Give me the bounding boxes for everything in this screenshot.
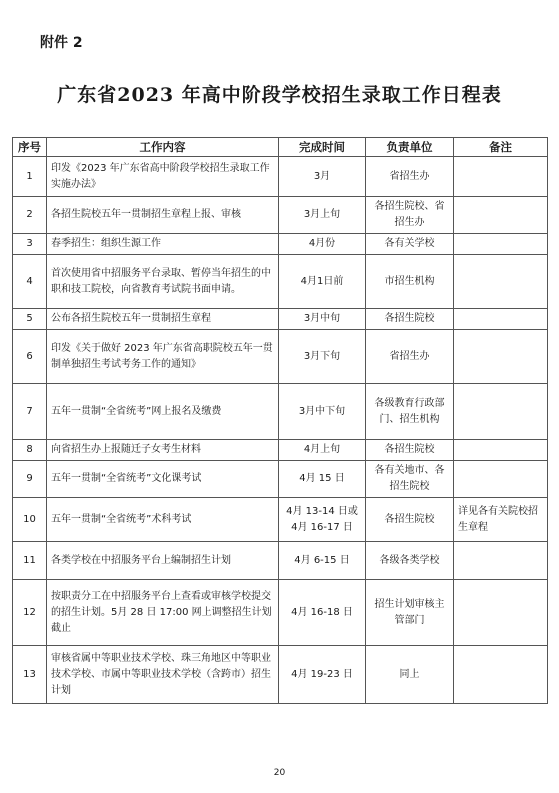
completion-time: 3月上旬 (279, 197, 366, 234)
work-content: 春季招生：组织生源工作 (47, 234, 279, 255)
work-content: 印发《关于做好 2023 年广东省高职院校五年一贯制单独招生考试考务工作的通知》 (47, 330, 279, 384)
table-row (13, 384, 548, 440)
completion-time: 4月 13-14 日或 4月 16-17 日 (279, 498, 366, 542)
table-row (13, 498, 548, 542)
completion-time: 4月 19-23 日 (279, 646, 366, 704)
table-row (13, 309, 548, 330)
column-header-note: 备注 (454, 138, 548, 157)
completion-time: 4月 16-18 日 (279, 580, 366, 646)
completion-time: 3月 (279, 157, 366, 197)
row-number: 12 (13, 580, 47, 646)
work-content: 五年一贯制“全省统考”文化课考试 (47, 461, 279, 498)
completion-time: 4月份 (279, 234, 366, 255)
responsible-unit: 市招生机构 (366, 255, 454, 309)
work-content: 按职责分工在中招服务平台上查看或审核学校提交的招生计划。5月 28 日 17:00 网上调整招生计划截止 (47, 580, 279, 646)
responsible-unit: 各级各类学校 (366, 542, 454, 580)
column-header-unit: 负责单位 (366, 138, 454, 157)
table-row (13, 255, 548, 309)
table-row (13, 580, 548, 646)
work-content: 首次使用省中招服务平台录取、暂停当年招生的中职和技工院校，向省教育考试院书面申请。 (47, 255, 279, 309)
responsible-unit: 各招生院校 (366, 440, 454, 461)
completion-time: 4月 6-15 日 (279, 542, 366, 580)
document-title: 广东省2023 年高中阶段学校招生录取工作日程表 (57, 84, 502, 106)
table-row (13, 197, 548, 234)
work-content: 各类学校在中招服务平台上编制招生计划 (47, 542, 279, 580)
row-number: 6 (13, 330, 47, 384)
completion-time: 4月上旬 (279, 440, 366, 461)
responsible-unit: 各有关学校 (366, 234, 454, 255)
remark (454, 197, 548, 234)
completion-time: 4月1日前 (279, 255, 366, 309)
row-number: 2 (13, 197, 47, 234)
remark (454, 440, 548, 461)
attachment-label: 附件 2 (40, 35, 83, 51)
table-row (13, 330, 548, 384)
page-number: 20 (273, 768, 286, 778)
remark (454, 255, 548, 309)
responsible-unit: 各招生院校 (366, 498, 454, 542)
responsible-unit: 省招生办 (366, 330, 454, 384)
work-content: 五年一贯制“全省统考”术科考试 (47, 498, 279, 542)
remark (454, 309, 548, 330)
responsible-unit: 省招生办 (366, 157, 454, 197)
remark (454, 461, 548, 498)
work-content: 审核省属中等职业技术学校、珠三角地区中等职业技术学校、市属中等职业技术学校（含跨市）招生计划 (47, 646, 279, 704)
row-number: 11 (13, 542, 47, 580)
work-content: 各招生院校五年一贯制招生章程上报、审核 (47, 197, 279, 234)
row-number: 4 (13, 255, 47, 309)
work-content: 向省招生办上报随迁子女考生材料 (47, 440, 279, 461)
column-header-no: 序号 (13, 138, 47, 157)
responsible-unit: 同上 (366, 646, 454, 704)
row-number: 7 (13, 384, 47, 440)
completion-time: 4月 15 日 (279, 461, 366, 498)
work-content: 公布各招生院校五年一贯制招生章程 (47, 309, 279, 330)
row-number: 8 (13, 440, 47, 461)
table-row (13, 542, 548, 580)
table-row (13, 234, 548, 255)
table-row (13, 461, 548, 498)
row-number: 13 (13, 646, 47, 704)
table-row (13, 440, 548, 461)
responsible-unit: 各级教育行政部门、招生机构 (366, 384, 454, 440)
table-row (13, 646, 548, 704)
remark (454, 157, 548, 197)
work-content: 印发《2023 年广东省高中阶段学校招生录取工作实施办法》 (47, 157, 279, 197)
completion-time: 3月中旬 (279, 309, 366, 330)
row-number: 10 (13, 498, 47, 542)
table-header-row (13, 138, 548, 157)
responsible-unit: 招生计划审核主管部门 (366, 580, 454, 646)
table-row (13, 157, 548, 197)
completion-time: 3月中下旬 (279, 384, 366, 440)
schedule-table (12, 137, 548, 704)
responsible-unit: 各有关地市、各招生院校 (366, 461, 454, 498)
row-number: 3 (13, 234, 47, 255)
row-number: 9 (13, 461, 47, 498)
remark (454, 330, 548, 384)
row-number: 5 (13, 309, 47, 330)
work-content: 五年一贯制“全省统考”网上报名及缴费 (47, 384, 279, 440)
completion-time: 3月下旬 (279, 330, 366, 384)
column-header-content: 工作内容 (47, 138, 279, 157)
remark (454, 580, 548, 646)
remark (454, 646, 548, 704)
remark (454, 384, 548, 440)
remark: 详见各有关院校招生章程 (454, 498, 548, 542)
responsible-unit: 各招生院校 (366, 309, 454, 330)
remark (454, 542, 548, 580)
column-header-time: 完成时间 (279, 138, 366, 157)
responsible-unit: 各招生院校、省招生办 (366, 197, 454, 234)
remark (454, 234, 548, 255)
row-number: 1 (13, 157, 47, 197)
